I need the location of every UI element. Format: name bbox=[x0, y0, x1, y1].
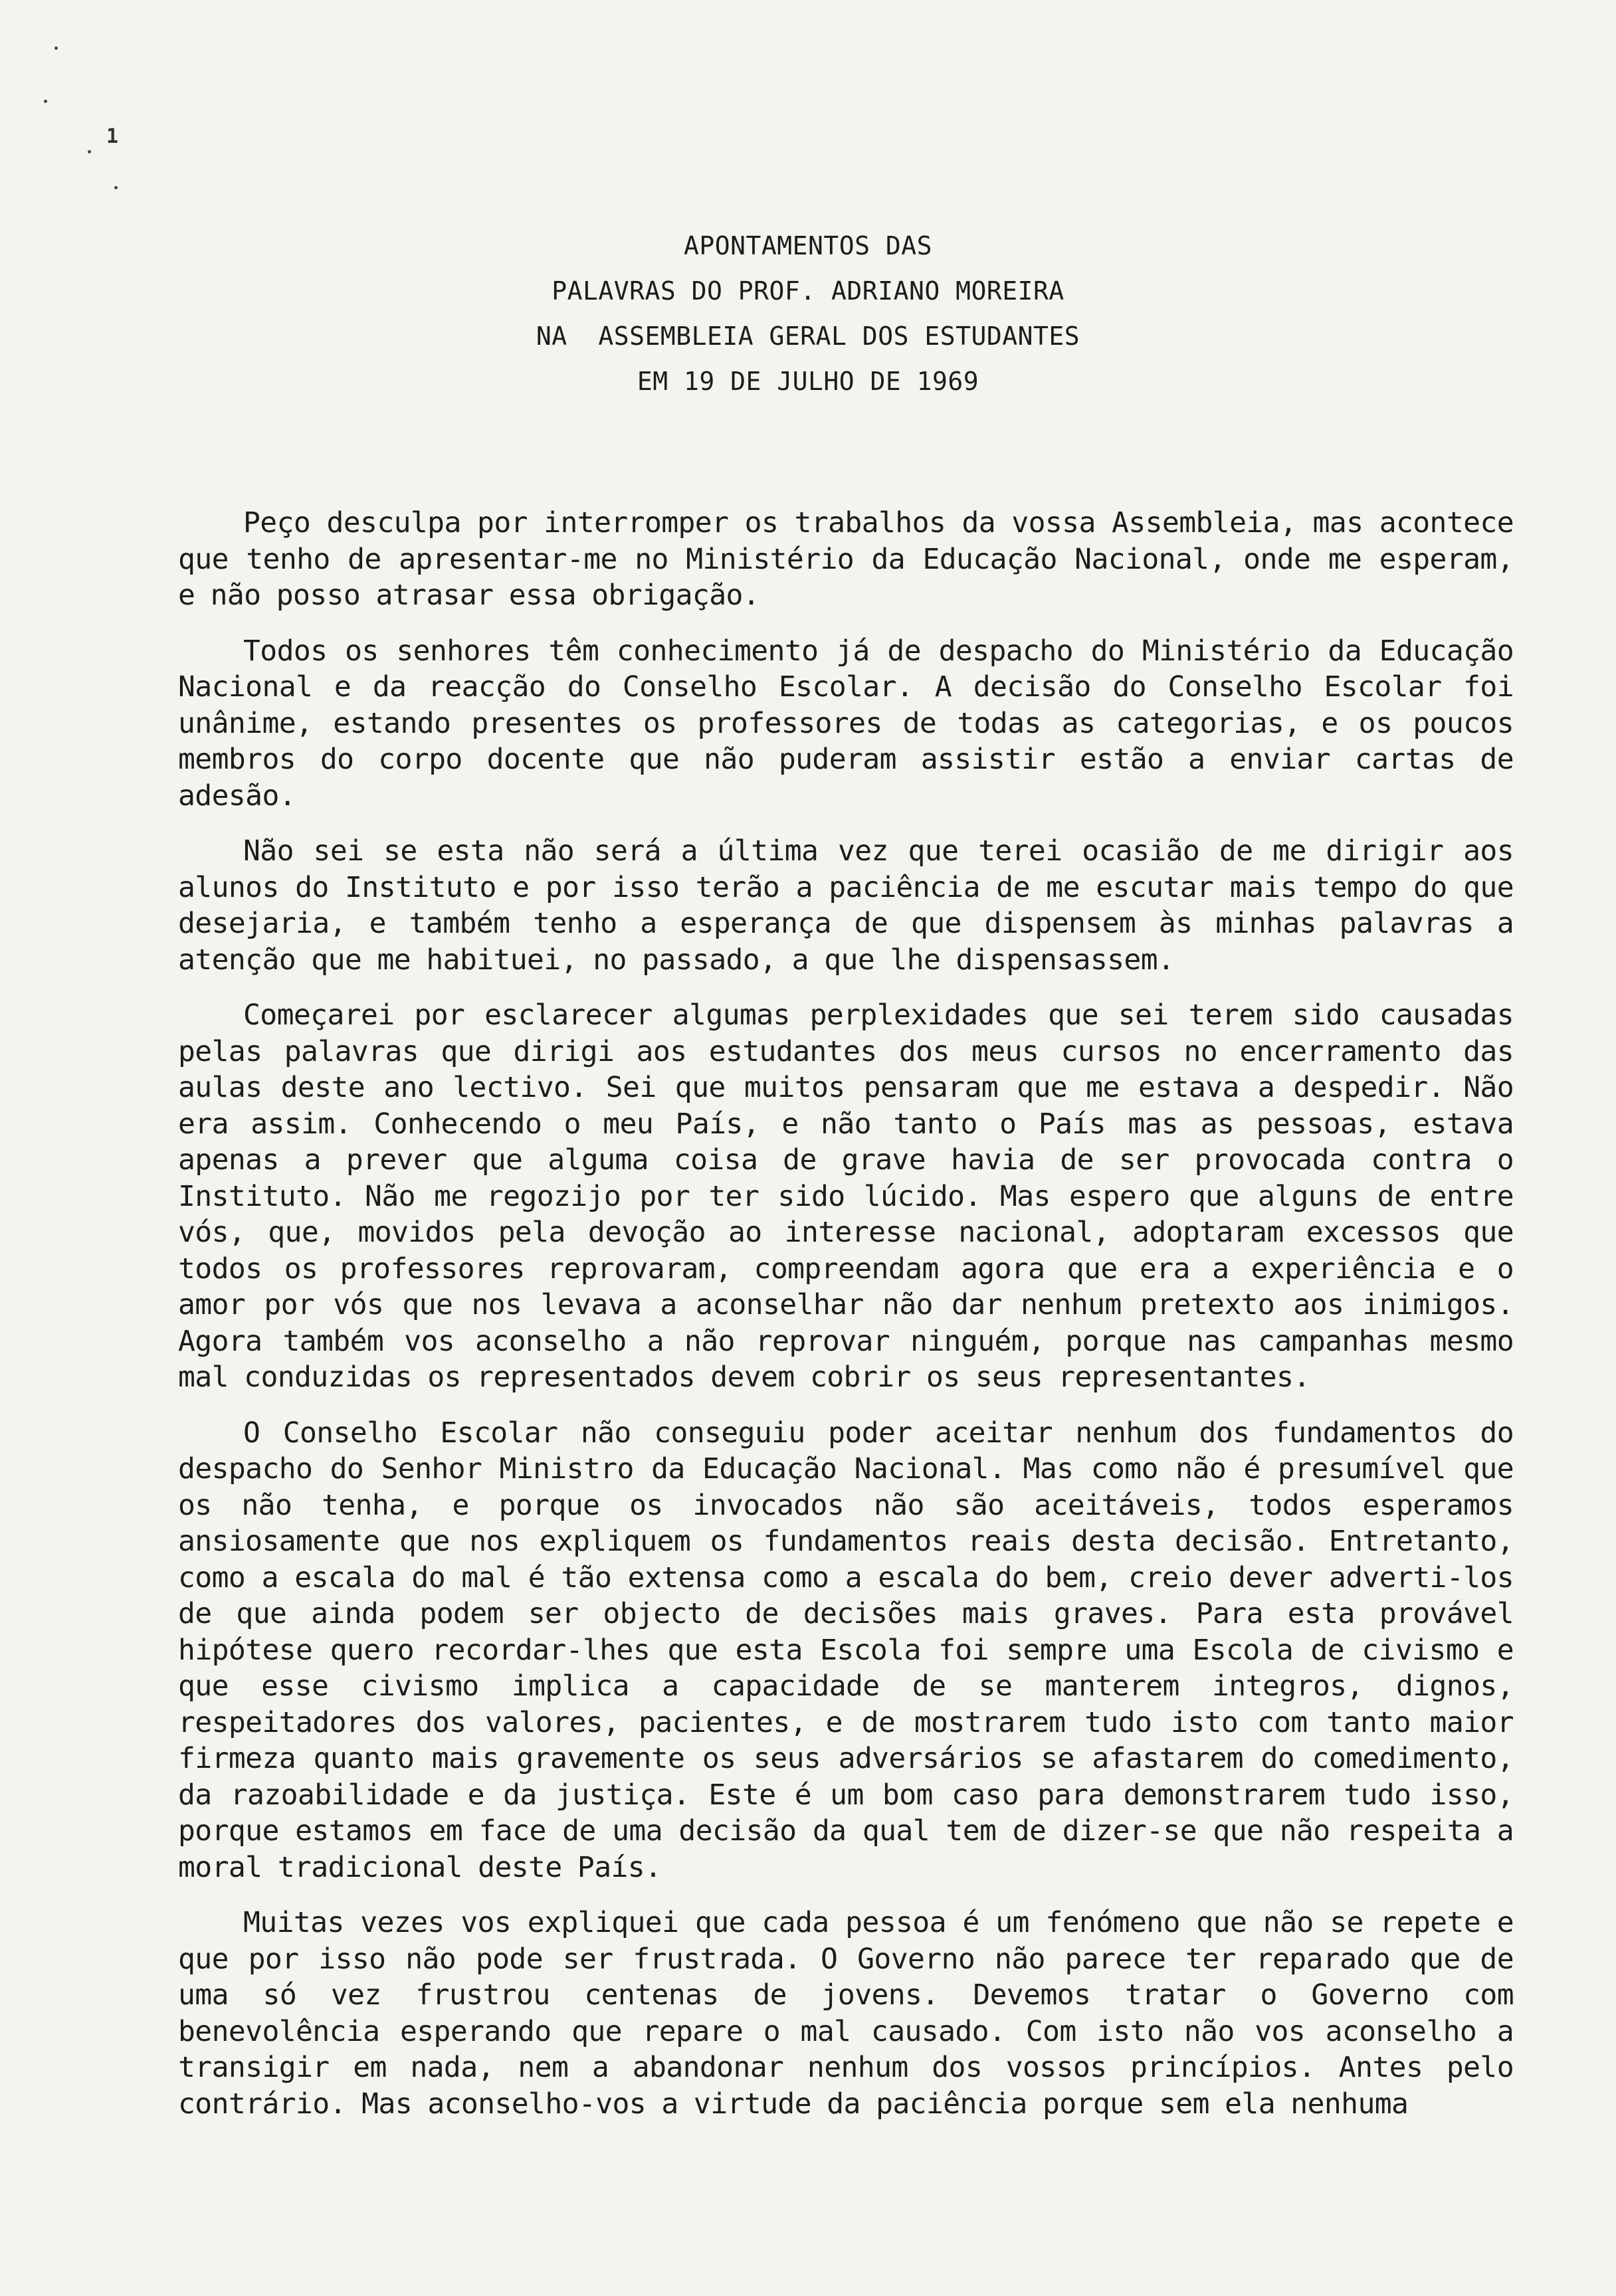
scan-speck bbox=[44, 100, 47, 103]
heading-line: PALAVRAS DO PROF. ADRIANO MOREIRA bbox=[552, 276, 1064, 306]
heading-line: NA ASSEMBLEIA GERAL DOS ESTUDANTES bbox=[536, 322, 1080, 351]
paragraph: Muitas vezes vos expliquei que cada pessoa é um fenómeno que não se repete e que por isso não pode ser frustrada. O Governo não parece ter reparado que de uma só vez frustrou centenas de jovens. Devemos tratar o Governo com benevolência esperando que repare o mal causado. Com isto não vos aconselho a transigir em nada, nem a abandonar nenhum dos vossos princípios. Antes pelo contrário. Mas aconselho-vos a virtude da paciência porque sem ela nenhuma bbox=[178, 1906, 1514, 2121]
scan-speck bbox=[114, 186, 118, 189]
scan-speck bbox=[88, 150, 91, 153]
heading-line: EM 19 DE JULHO DE 1969 bbox=[637, 367, 979, 396]
document-heading bbox=[0, 223, 1616, 404]
paragraph: Peço desculpa por interromper os trabalhos da vossa Assembleia, mas acontece que tenho de apresentar-me no Ministério da Educação Nacional, onde me esperam, e não posso atrasar essa obrigação. bbox=[178, 506, 1514, 612]
paragraph: O Conselho Escolar não conseguiu poder aceitar nenhum dos fundamentos do despacho do Senhor Ministro da Educação Nacional. Mas como não é presumível que os não tenha, e porque os invocados não são aceitáveis, todos esperamos ansiosamente que nos expliquem os fundamentos reais desta decisão. Entretanto, como a escala do mal é tão extensa como a escala do bem, creio dever adverti-los de que ainda podem ser objecto de decisões mais graves. Para esta provável hipótese quero recordar-lhes que esta Escola foi sempre uma Escola de civismo e que esse civismo implica a capacidade de se manterem integros, dignos, respeitadores dos valores, pacientes, e de mostrarem tudo isto com tanto maior firmeza quanto mais gravemente os seus adversários se afastarem do comedimento, da razoabilidade e da justiça. Este é um bom caso para demonstrarem tudo isso, porque estamos em face de uma decisão da qual tem de dizer-se que não respeita a moral tradicional deste País. bbox=[178, 1416, 1514, 1884]
paragraph: Todos os senhores têm conhecimento já de despacho do Ministério da Educação Nacional e da reacção do Conselho Escolar. A decisão do Conselho Escolar foi unânime, estando presentes os professores de todas as categorias, e os poucos membros do corpo docente que não puderam assistir estão a enviar cartas de adesão. bbox=[178, 634, 1514, 813]
heading-line: APONTAMENTOS DAS bbox=[683, 231, 933, 260]
scan-speck bbox=[54, 47, 58, 50]
paragraph: Começarei por esclarecer algumas perplexidades que sei terem sido causadas pelas palavras que dirigi aos estudantes dos meus cursos no encerramento das aulas deste ano lectivo. Sei que muitos pensaram que me estava a despedir. Não era assim. Conhecendo o meu País, e não tanto o País mas as pessoas, estava apenas a prever que alguma coisa de grave havia de ser provocada contra o Instituto. Não me regozijo por ter sido lúcido. Mas espero que alguns de entre vós, que, movidos pela devoção ao interesse nacional, adoptaram excessos que todos os professores reprovaram, compreendam agora que era a experiência e o amor por vós que nos levava a aconselhar não dar nenhum pretexto aos inimigos. Agora também vos aconselho a não reprovar ninguém, porque nas campanhas mesmo mal conduzidas os representados devem cobrir os seus representantes. bbox=[178, 999, 1514, 1394]
paragraph: Não sei se esta não será a última vez que terei ocasião de me dirigir aos alunos do Instituto e por isso terão a paciência de me escutar mais tempo do que desejaria, e também tenho a esperança de que dispensem às minhas palavras a atenção que me habituei, no passado, a que lhe dispensassem. bbox=[178, 834, 1514, 977]
document-body bbox=[178, 505, 1514, 2122]
page-mark: 1 bbox=[106, 125, 119, 148]
